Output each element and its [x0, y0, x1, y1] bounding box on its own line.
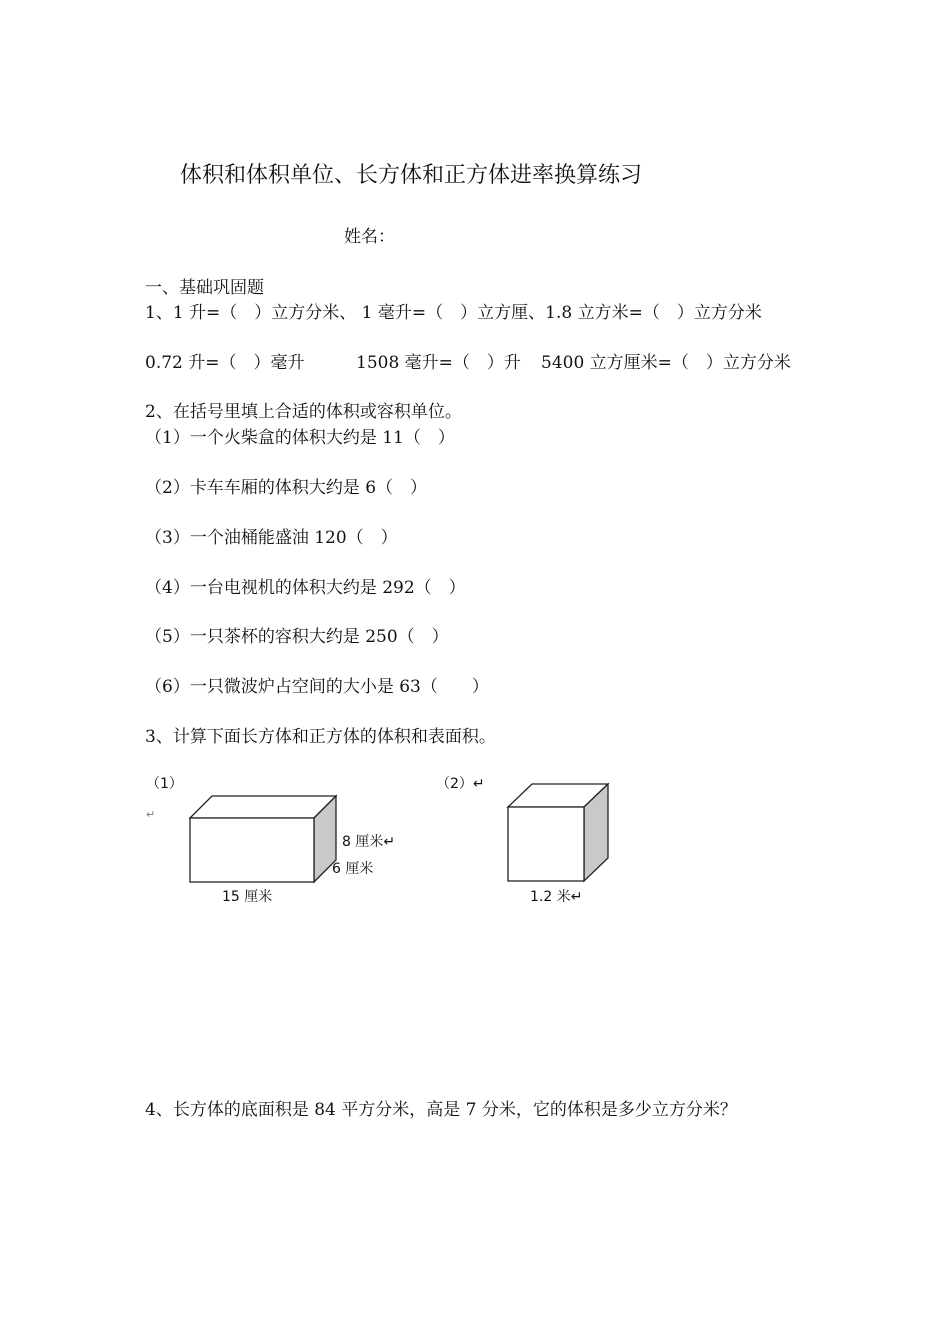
question-1-part-b: 1508 毫升=（ ）升	[356, 353, 521, 373]
cuboid-width-label: 6 厘米	[332, 861, 374, 877]
figure-2-number: （2）↵	[436, 776, 485, 792]
question-2-item: （5）一只茶杯的容积大约是 250（ ）	[145, 627, 449, 647]
question-1-part-c: 5400 立方厘米=（ ）立方分米	[541, 353, 791, 373]
question-2-item: （1）一个火柴盒的体积大约是 11（ ）	[145, 428, 455, 448]
question-4: 4、长方体的底面积是 84 平方分米，高是 7 分米，它的体积是多少立方分米？	[145, 1100, 737, 1120]
question-2-item: （6）一只微波炉占空间的大小是 63（ ）	[145, 677, 489, 697]
question-3-heading: 3、计算下面长方体和正方体的体积和表面积。	[145, 727, 496, 747]
question-2-item: （4）一台电视机的体积大约是 292（ ）	[145, 578, 466, 598]
figure-1-number: （1）	[146, 776, 183, 792]
question-2-heading: 2、在括号里填上合适的体积或容积单位。	[145, 402, 462, 422]
cuboid-height-label: 8 厘米↵	[342, 834, 396, 850]
cuboid-length-label: 15 厘米	[222, 889, 273, 905]
cuboid-front-face	[190, 818, 314, 882]
cube-front-face	[508, 807, 584, 881]
cuboid-top-face	[190, 796, 336, 818]
question-2-item: （3）一个油桶能盛油 120（ ）	[145, 528, 398, 548]
cube-edge-label: 1.2 米↵	[530, 889, 583, 905]
page-title: 体积和体积单位、长方体和正方体进率换算练习	[180, 163, 643, 188]
figure-1-return-mark: ↵	[146, 808, 156, 821]
cube-figure	[430, 768, 630, 918]
cuboid-figure	[140, 768, 420, 918]
name-label: 姓名：	[344, 227, 395, 247]
section-heading-basic: 一、基础巩固题	[145, 278, 264, 298]
question-2-item: （2）卡车车厢的体积大约是 6（ ）	[145, 478, 428, 498]
question-1-line-1: 1、1 升=（ ）立方分米、 1 毫升=（ ）立方厘、1.8 立方米=（ ）立方分米	[145, 303, 762, 323]
question-1-part-a: 0.72 升=（ ）毫升	[145, 353, 305, 373]
